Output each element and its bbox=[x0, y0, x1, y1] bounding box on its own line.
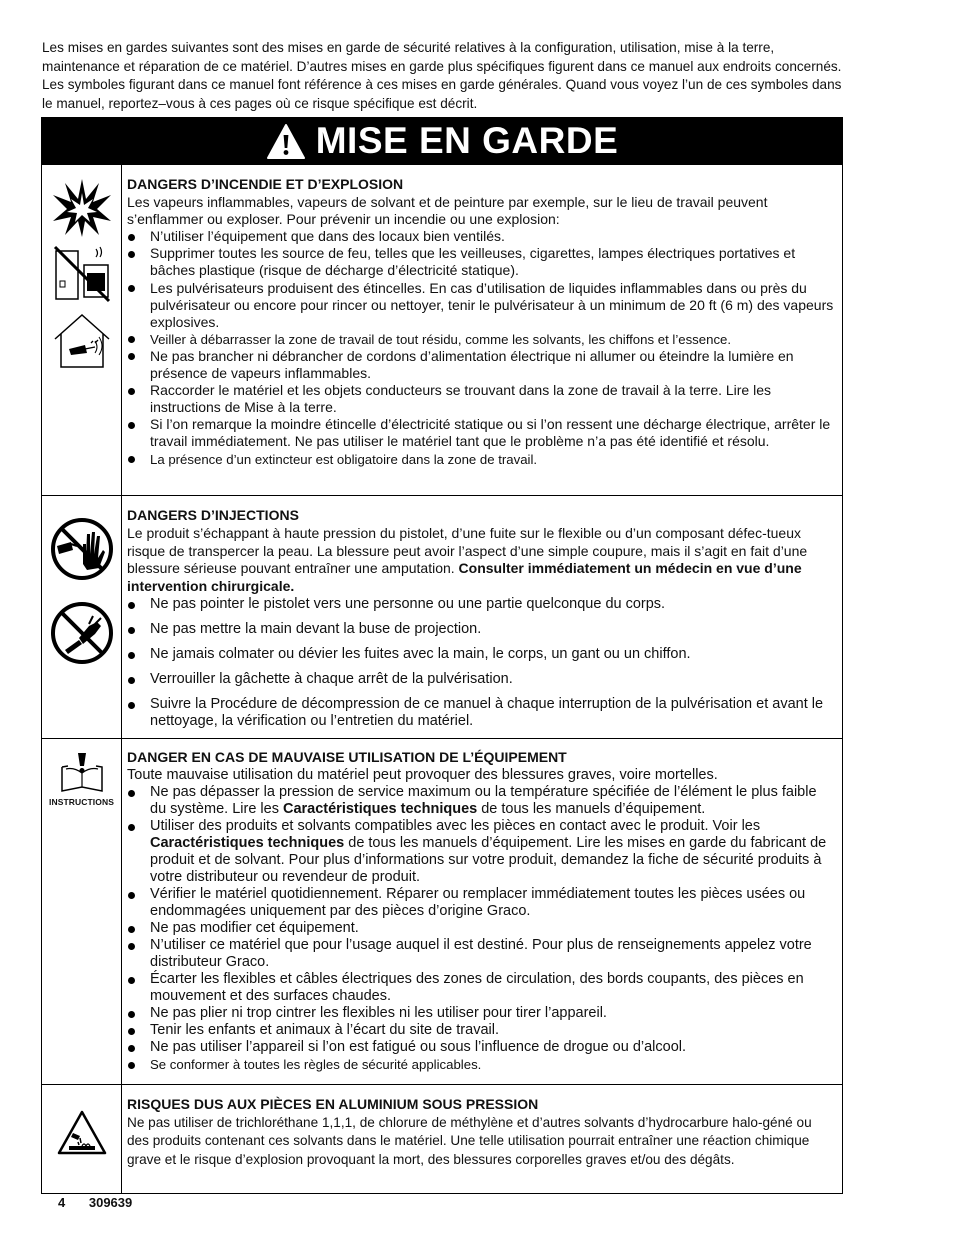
aluminum-text: Ne pas utiliser de trichloréthane 1,1,1, de chlorure de méthylène et d’autres solvants d’hydrocarbure halo-géné ou des produits contenant ces solvants dans le matériel. Une telle utilisation pourrait entraîner une réaction chimique grave et le risque d’explosion provoquant la mort, des blessures corporelles graves et/ou des dégâts. bbox=[127, 1115, 812, 1167]
list-item: Ne pas mettre la main devant la buse de projection. bbox=[127, 621, 835, 638]
list-item: Ne pas utiliser l’appareil si l’on est fatigué ou sous l’influence de drogue ou d’alcool. bbox=[127, 1039, 835, 1056]
fire-intro: Les vapeurs inflammables, vapeurs de solvant et de peinture par exemple, sur le lieu de travail peuvent s’enflammer ou exploser. Pour prévenir un incendie ou une explosion: bbox=[127, 194, 768, 228]
misuse-list bbox=[127, 784, 835, 1073]
no-gun-at-body-icon bbox=[49, 600, 115, 666]
list-item: Si l’on remarque la moindre étincelle d’électricité statique ou si l’on ressent une décharge électrique, arrêter le travail immédiatement. Ne pas utiliser le matériel tant que le problème n’a pas été identifié et résolu. bbox=[127, 416, 835, 450]
list-item bbox=[127, 784, 835, 818]
aluminum-icons-column bbox=[42, 1085, 122, 1193]
warning-banner bbox=[42, 118, 842, 165]
injection-intro-bold: Consulter immédiatement un médecin en vue d’une intervention chirurgicale. bbox=[127, 560, 802, 594]
list-item: Les pulvérisateurs produisent des étincelles. En cas d’utilisation de liquides inflammables dans ou près du pulvérisateur ou encore pour rincer ou nettoyer, tenir le pulvérisateur à un minimum de 20 ft (6 m) des vapeurs explosives. bbox=[127, 280, 835, 331]
banner-title: MISE EN GARDE bbox=[315, 120, 619, 161]
misuse-item1-c: de tous les manuels d’équipement. bbox=[481, 801, 706, 817]
explosion-icon bbox=[51, 177, 113, 239]
aluminum-title: RISQUES DUS AUX PIÈCES EN ALUMINIUM SOUS PRESSION bbox=[127, 1096, 539, 1112]
list-item: Supprimer toutes les source de feu, telles que les veilleuses, cigarettes, lampes électriques portatives et bâches plastique (risque de décharge d’électricité statique). bbox=[127, 245, 835, 279]
injection-list bbox=[127, 596, 835, 730]
injection-content bbox=[122, 496, 842, 738]
injection-title: DANGERS D’INJECTIONS bbox=[127, 507, 299, 523]
misuse-icons-column bbox=[42, 739, 122, 1084]
aluminum-content bbox=[122, 1085, 842, 1193]
list-item: N’utiliser l’équipement que dans des locaux bien ventilés. bbox=[127, 228, 835, 245]
list-item: Suivre la Procédure de décompression de ce manuel à chaque interruption de la pulvérisation et avant le nettoyage, la vérification ou l’entretien du matériel. bbox=[127, 696, 835, 730]
read-manual-icon bbox=[58, 751, 106, 795]
misuse-intro: Toute mauvaise utilisation du matériel peut provoquer des blessures graves, voire mortelles. bbox=[127, 767, 718, 783]
list-item: La présence d’un extincteur est obligatoire dans la zone de travail. bbox=[127, 451, 835, 468]
misuse-content bbox=[122, 739, 842, 1084]
no-flame-source-icon bbox=[51, 243, 113, 305]
list-item: Ne pas brancher ni débrancher de cordons d’alimentation électrique ni allumer ou éteindre la lumière en présence de vapeurs inflammables. bbox=[127, 348, 835, 382]
misuse-item2-a: Utiliser des produits et solvants compatibles avec les pièces en contact avec le produit. Voir les bbox=[150, 818, 761, 834]
equipment-misuse-section bbox=[42, 738, 842, 1084]
fire-explosion-section bbox=[42, 165, 842, 495]
injection-icons-column bbox=[42, 496, 122, 738]
warning-triangle-icon bbox=[266, 123, 306, 161]
injection-intro bbox=[127, 525, 835, 595]
document-number: 309639 bbox=[88, 1195, 133, 1210]
warning-box bbox=[41, 117, 843, 1194]
list-item: Écarter les flexibles et câbles électriques des zones de circulation, des bords coupants, des pièces en mouvement et des surfaces chaudes. bbox=[127, 971, 835, 1005]
list-item: Raccorder le matériel et les objets conducteurs se trouvant dans la zone de travail à la terre. Lire les instructions de Mise à la terre. bbox=[127, 382, 835, 416]
injection-section bbox=[42, 495, 842, 738]
chemical-reaction-warning-icon bbox=[56, 1109, 108, 1157]
page-number: 4 bbox=[58, 1195, 66, 1210]
misuse-item2-c: de tous les manuels d’équipement. Lire les mises en garde du fabricant de produit et de solvant. Pour plus d’informations sur votre produit, demandez la fiche de sécurité produits à votre distributeur ou revendeur de produit. bbox=[150, 835, 827, 885]
page-footer bbox=[58, 1195, 132, 1210]
misuse-item2-b: Caractéristiques techniques bbox=[150, 835, 345, 851]
instructions-label: INSTRUCTIONS bbox=[49, 797, 114, 807]
injection-intro-text: Le produit s’échappant à haute pression du pistolet, d’une fuite sur le flexible ou d’un composant défec-tueux risque de transpercer la peau. La blessure peut avoir l’aspect d’une simple coupure, mais il s’agit en fait d’une blessure sérieuse pouvant entraîner une amputation. bbox=[127, 525, 808, 577]
fire-content bbox=[122, 165, 842, 495]
misuse-item1-b: Caractéristiques techniques bbox=[282, 801, 478, 817]
fire-icons-column bbox=[42, 165, 122, 495]
list-item: Ne pas pointer le pistolet vers une personne ou une partie quelconque du corps. bbox=[127, 596, 835, 613]
list-item: Verrouiller la gâchette à chaque arrêt de la pulvérisation. bbox=[127, 671, 835, 688]
list-item: Ne pas plier ni trop cintrer les flexibles ni les utiliser pour tirer l’appareil. bbox=[127, 1005, 835, 1022]
list-item: Tenir les enfants et animaux à l’écart du site de travail. bbox=[127, 1022, 835, 1039]
misuse-title: DANGER EN CAS DE MAUVAISE UTILISATION DE L’ÉQUIPEMENT bbox=[127, 749, 567, 765]
list-item: Veiller à débarrasser la zone de travail de tout résidu, comme les solvants, les chiffons et l’essence. bbox=[127, 331, 835, 348]
list-item: Ne jamais colmater ou dévier les fuites avec la main, le corps, un gant ou un chiffon. bbox=[127, 646, 835, 663]
fire-list bbox=[127, 228, 835, 467]
misuse-item1-a: Ne pas dépasser la pression de service maximum ou la température spécifiée de l’élément le plus faible du système. Lire les bbox=[150, 784, 817, 817]
intro-paragraph: Les mises en gardes suivantes sont des mises en garde de sécurité relatives à la configuration, utilisation, mise à la terre, maintenance et réparation de ce matériel. D’autres mises en garde plus spécifiques figurent dans ce manuel aux endroits concernés. Les symboles figurant dans ce manuel font référence à ces mises en garde générales. Quand vous voyez l’un de ces symboles dans le manuel, reportez–vous à ces pages où ce risque spécifique est décrit. bbox=[42, 40, 842, 111]
list-item: N’utiliser ce matériel que pour l’usage auquel il est destiné. Pour plus de renseignements appelez votre distributeur Graco. bbox=[127, 937, 835, 971]
list-item: Se conformer à toutes les règles de sécurité applicables. bbox=[127, 1056, 835, 1073]
house-spray-icon bbox=[51, 311, 113, 371]
aluminum-section bbox=[42, 1084, 842, 1193]
fire-title: DANGERS D’INCENDIE ET D’EXPLOSION bbox=[127, 176, 404, 192]
list-item bbox=[127, 818, 835, 886]
no-hand-injection-icon bbox=[49, 516, 115, 582]
list-item: Vérifier le matériel quotidiennement. Réparer ou remplacer immédiatement toutes les pièces usées ou endommagées uniquement par des pièces d’origine Graco. bbox=[127, 886, 835, 920]
list-item: Ne pas modifier cet équipement. bbox=[127, 920, 835, 937]
